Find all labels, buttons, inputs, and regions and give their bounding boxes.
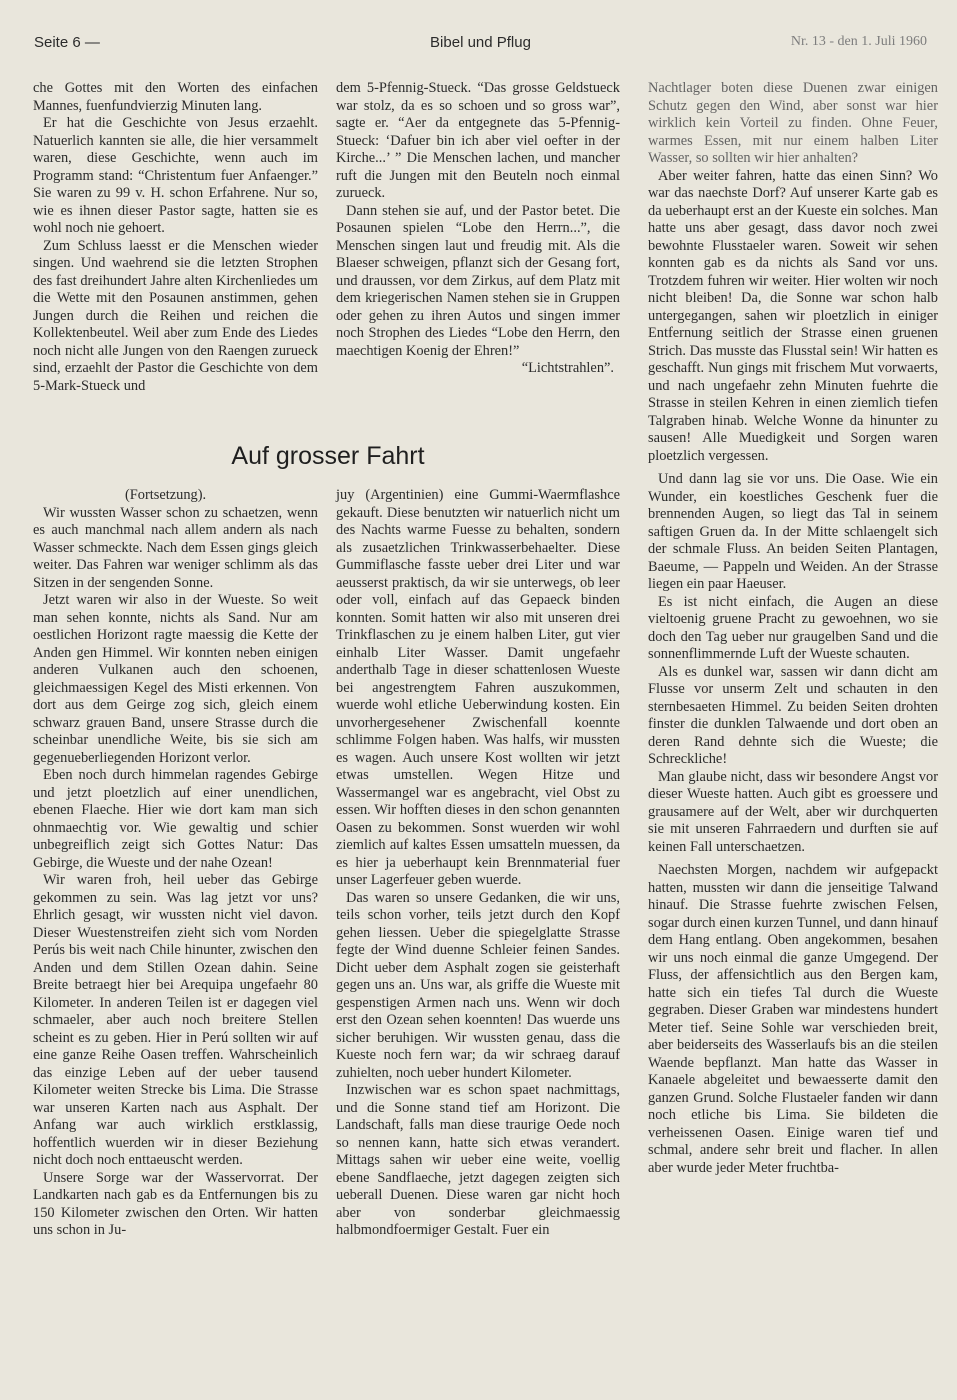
previous-article-column-2 bbox=[336, 80, 620, 378]
paragraph: Unsere Sorge war der Wasservorrat. Der Landkarten nach gab es da Entfernungen bis zu 150 Kilometer zwischen den Orten. Wir hatten uns schon in Ju- bbox=[33, 1169, 318, 1238]
paragraph: Er hat die Geschichte von Jesus erzaehlt. Natuerlich kannten sie alle, die hier versammelt waren, diese Geschichte, wenn auch im Programm stand: “Christentum fuer Anfaenger.” Sie waren zu 99 v. H. schon Erfahrene. Nur so, wie es ihnen dieser Pastor sagte, hatten sie es wohl noch nie gehoert. bbox=[33, 115, 318, 236]
paragraph: juy (Argentinien) eine Gummi-Waermflashce gekauft. Diese benutzten wir natuerlich nicht um des Nachts warme Fuesse zu behalten, sondern als zusaetzlichen Trinkwasserbehaelter. Diese Gummiflasche fasste ueber drei Liter und war aeusserst praktisch, da wir sie unterwegs, ob leer oder voll, einfach auf das Gepaeck binden konnten. Somit hatten wir also mit unseren drei Trinkflaschen zu je einem halben Liter, gut vier einhalb Liter Wasser. Damit ungefaehr anderthalb Tage in dieser schattenlosen Wueste bei angestrengtem Fahren auszukommen, wuerde wohl etliche Ueberwindung kosten. Ein unvorhergesehener Zwischenfall koennte schlimme Folgen haben. Was halfs, wir mussten es wagen. Auch unsere Kost wollten wir jetzt etwas umstellen. Wegen Hitze und Wassermangel war es angebracht, viel Obst zu essen. Wir hofften dieses in den schon genannten Oasen zu bekommen. Sonst wuerden wir wohl ziemlich auf kaltes Essen umsatteln muessen, da es hier ja ueberhaupt kein Brennmaterial fuer unser Lagerfeuer geben wuerde. bbox=[336, 487, 620, 888]
paragraph: Wir waren froh, heil ueber das Gebirge gekommen zu sein. Was lag jetzt vor uns? Ehrlich gesagt, wir wussten nicht viel davon. Dieser Wuestenstreifen zieht sich vom Norden Perús bis weit nach Chile hinunter, zwischen den Anden und dem Stillen Ozean dahin. Seine Breite betraegt hier bei Arequipa ungefaehr 80 Kilometer. In anderen Teilen ist er dagegen viel schmaeler, aber auch noch breitere Stellen scheint es zu geben. Hier in Perú sollten wir auf eine ganze Reihe Oasen treffen. Wahrscheinlich das einzige Leben auf der ueber tausend Kilometer weiten Strecke bis Lima. Die Strasse war unseren Karten nach aus Asphalt. Der Anfang war auch wirklich erstklassig, hoffentlich wuerden wir in dieser Beziehung nicht doch noch enttaeuscht werden. bbox=[33, 872, 318, 1168]
paragraph: Naechsten Morgen, nachdem wir aufgepackt hatten, mussten wir dann die jenseitige Talwand hinauf. Die Strasse fuehrte zwischen Felsen, sogar durch einen kurzen Tunnel, und dann hinauf dem Hang entlang. Oben angekommen, besahen wir uns noch einmal die ganze Umgegend. Der Fluss, der affensichtlich aus den Bergen kam, hatte sich ein tiefes Tal durch die Wueste gegraben. Dieser Graben war mindestens hundert Meter tief. Seine Sohle war verschieden breit, aber beiderseits des Wasserlaufs bis an die steilen Waende bepflanzt. Man hatte das Wasser in Kanaele abgeleitet und bewaesserte damit den ganzen Grund. Solche Flustaeler fanden wir dann noch etliche bis Lima. Sie bildeten die verheissenen Oasen. Einige waren tief und schmal, andere sehr breit und flacher. In allen aber wurde jeder Meter fruchtba- bbox=[648, 862, 938, 1176]
previous-article-column-1 bbox=[33, 80, 318, 395]
paragraph: Eben noch durch himmelan ragendes Gebirge und jetzt ploetzlich auf einer unendlichen, ebenen Flaeche. Hier wie dort kam man sich ohnmaechtig vor. Wie gewaltig und schier unbegreiflich zeigt sich Gottes Natur: Das Gebirge, die Wueste und der nahe Ozean! bbox=[33, 767, 318, 871]
article-title: Auf grosser Fahrt bbox=[231, 442, 425, 470]
paragraph: Aber weiter fahren, hatte das einen Sinn? Wo war das naechste Dorf? Auf unserer Karte gab es da ueberhaupt erst an der Kueste ein solches. Man hatte uns aber gesagt, dass davor noch zwei bewohnte Flusstaeler waren. Soweit wir sehen konnten gab es da nichts als Sand vor uns. Trotzdem fuhren wir weiter. Hier wolten wir noch nicht bleiben! Da, die Sonne war schon halb untergegangen, sahen wir ploetzlich in einiger Entfernung seitlich der Strasse einen gruenen Strich. Das musste das Flusstal sein! Wir hatten es geschafft. Nun gings mit frischem Mut vorwaerts, und nach ungefaehr zehn Minuten fuehrte die Strasse in steilen Kehren in einen ziemlich tiefen Talgraben hinab. Welche Wonne da hinunter zu sausen! Alle Muedigkeit und Sorgen waren ploetzlich vergessen. bbox=[648, 167, 938, 464]
paragraph: che Gottes mit den Worten des einfachen Mannes, fuenfundvierzig Minuten lang. bbox=[33, 80, 318, 114]
continuation-note: (Fortsetzung). bbox=[125, 487, 207, 503]
paragraph: Als es dunkel war, sassen wir dann dicht am Flusse vor unserm Zelt und schauten in den sternbesaeten Himmel. Zu beiden Seiten drohten finster die dunklen Talwaende und dort oben an deren Rand dehnte sich die Wueste; die Schreckliche! bbox=[648, 663, 938, 767]
paragraph: Nachtlager boten diese Duenen zwar einigen Schutz gegen den Wind, aber sonst war hier wirklich kein Vorteil zu finden. Ohne Feuer, warmes Essen, mit nur einem halben Liter Wasser, so sollten wir hier anhalten? bbox=[648, 80, 938, 166]
article-column-1 bbox=[33, 487, 318, 1240]
page-header bbox=[34, 34, 927, 58]
paragraph: Und dann lag sie vor uns. Die Oase. Wie ein Wunder, ein koestliches Geschenk fuer die brennenden Augen, so liegt das Tal in seinem saftigen Gruen da. In der Mitte schlaengelt sich der schmale Fluss. An beiden Seiten Plantagen, Baeume, — Pappeln und Weiden. An der Strasse liegen ein paar Haeuser. bbox=[648, 471, 938, 592]
paragraph: dem 5-Pfennig-Stueck. “Das grosse Geldstueck war stolz, da es so schoen und so gross war”, sagte er. “Aer da entgegnete das 5-Pfennig-Stueck: ‘Dafuer bin ich aber viel oefter in der Kirche...’ ” Die Menschen lachen, und mancher ruft die Jungen mit den Beuteln noch einmal zurueck. bbox=[336, 80, 620, 201]
article-column-3 bbox=[648, 80, 938, 1177]
paragraph: Dann stehen sie auf, und der Pastor betet. Die Posaunen spielen “Lobe den Herrn...”, die Menschen singen laut und freudig mit. Als die Blaeser schweigen, pflanzt sich der Gesang fort, und draussen, vor dem Zirkus, auf dem Platz mit dem kriegerischen Namen stehen sie in Gruppen oder gehen zu ihren Autos und singen immer noch Strophen des Liedes “Lobe den Herrn, den maechtigen Koenig der Ehren!” bbox=[336, 202, 620, 359]
page-number: Seite 6 — bbox=[34, 34, 100, 51]
magazine-name: Bibel und Pflug bbox=[430, 34, 531, 51]
paragraph: Jetzt waren wir also in der Wueste. So weit man sehen konnte, nichts als Sand. Nur am oestlichen Horizont ragte maessig die Kette der Anden gen Himmel. Wir konnten neben einigen anderen Vulkanen auch den schoenen, gleichmaessigen Kegel des Misti erkennen. Von dort aus dem Geirge zog sich, gleich einem schwarz grauen Band, unsere Strasse durch die scheinbar unendliche Weite, bis sie sich am gegenueberliegenden Horizont verlor. bbox=[33, 592, 318, 766]
paragraph: Es ist nicht einfach, die Augen an diese vieltoenig gruene Pracht zu gewoehnen, wo sie doch den Tag ueber nur graugelben Sand und die sonnenflimmernde Luft der Wueste schauten. bbox=[648, 593, 938, 662]
paragraph: Wir wussten Wasser schon zu schaetzen, wenn es auch manchmal nach allem andern als nach Wasser schmeckte. Nach dem Essen gings gleich weiter. Das Fahren war weniger schlimm als das Sitzen in der sengenden Sonne. bbox=[33, 504, 318, 591]
paragraph: Das waren so unsere Gedanken, die wir uns, teils schon vorher, teils jetzt durch den Kopf gehen liessen. Ueber die spiegelglatte Strasse fegte der Wind duenne Schleier feinen Sandes. Dicht ueber dem Asphalt zogen sie geisterhaft gegen uns an. Uns war, als griffe die Wueste mit gespenstigen Armen nach uns. Wenn wir doch erst den Ozean sehen koennten! Das wuerde uns sicher beruhigen. Wir wussten genau, dass die Kueste noch fern war; da wir schraeg darauf zuhielten, noch ueber hundert Kilometer. bbox=[336, 889, 620, 1081]
paragraph: Zum Schluss laesst er die Menschen wieder singen. Und waehrend sie die letzten Strophen des fast dreihundert Jahre alten Kirchenliedes um die Wette mit den Posaunen anstimmen, gehen Jungen durch die Reihen und reichen die Kollektenbeutel. Weil aber zum Ende des Liedes noch nicht alle Jungen von den Raengen zurueck sind, erzaehlt der Pastor die Geschichte von dem 5-Mark-Stueck und bbox=[33, 237, 318, 394]
issue-date: Nr. 13 - den 1. Juli 1960 bbox=[790, 34, 927, 49]
paragraph: Inzwischen war es schon spaet nachmittags, und die Sonne stand tief am Horizont. Die Landschaft, falls man diese traurige Oede noch so nennen kann, hatte sich etwas verandert. Mittags sahen wir ueber eine weite, voellig ebene Sandflaeche, jetzt dagegen zeigten sich ueberall Duenen. Diese waren gar nicht hoch aber von sonderbar gleichmaessig halbmondfoermiger Gestalt. Fuer ein bbox=[336, 1082, 620, 1238]
paragraph: Man glaube nicht, dass wir besondere Angst vor dieser Wueste hatten. Auch gibt es groessere und grausamere auf der Welt, aber wir durchquerten sie mit unseren Fahrraedern und durften sie auf keinen Fall unterschaetzen. bbox=[648, 768, 938, 855]
article-column-2 bbox=[336, 487, 620, 1240]
article-source-signature: “Lichtstrahlen”. bbox=[521, 360, 614, 376]
